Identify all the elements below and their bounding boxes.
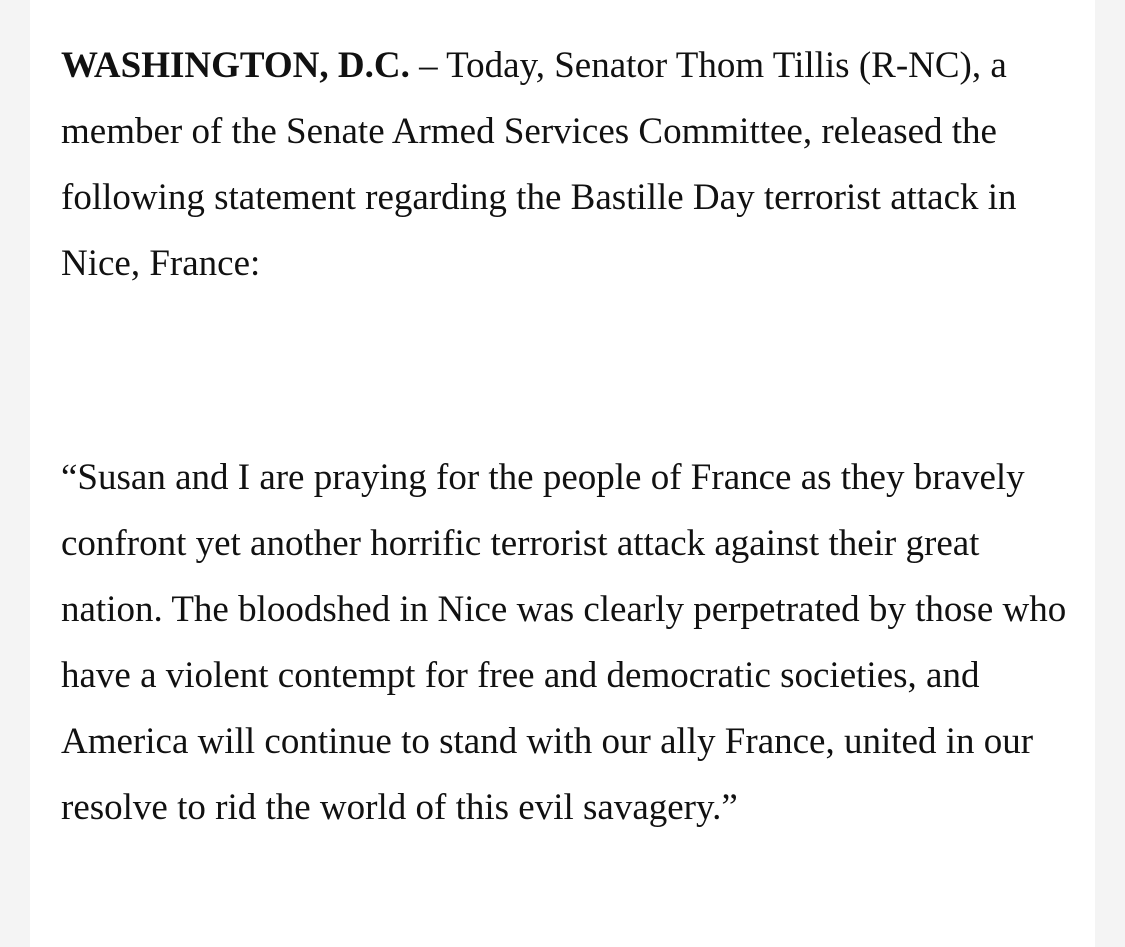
statement-quote: “Susan and I are praying for the people of France as they bravely confront yet another horrific terrorist attack against their great nation. The bloodshed in Nice was clearly perpetrated by those who have a violent contempt for free and democratic societies, and America will continue to stand with our ally France, united in our resolve to rid the world of this evil savagery.”: [61, 457, 1067, 828]
press-release-page: [30, 0, 1095, 947]
intro-paragraph: [61, 33, 1061, 297]
dateline: WASHINGTON, D.C.: [61, 45, 410, 86]
intro-text: – Today, Senator Thom Tillis (R-NC), a member of the Senate Armed Services Committee, released the following statement regarding the Bastille Day terrorist attack in Nice, France:: [61, 45, 1017, 284]
